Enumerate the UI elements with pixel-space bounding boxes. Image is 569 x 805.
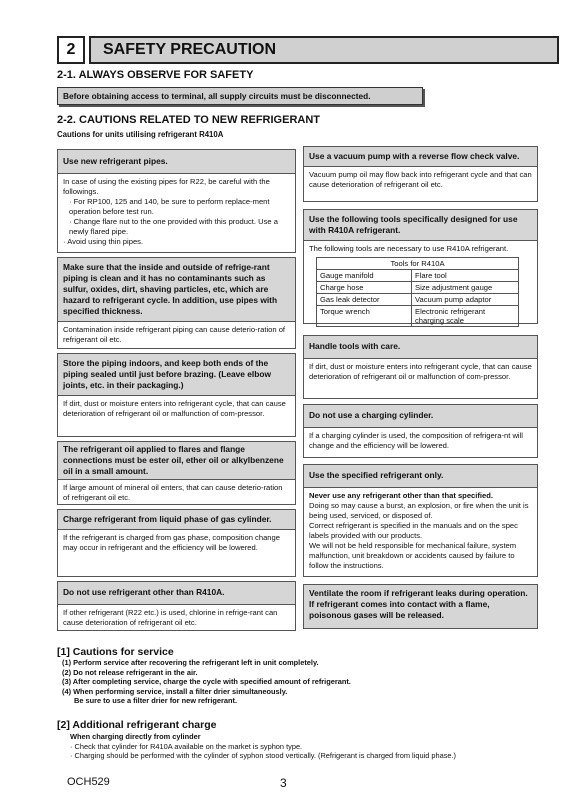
list-item: (2) Do not release refrigerant in the air. [62,667,198,677]
box-title: Use the following tools specifically designed for use with R410A refrigerant. [304,210,537,241]
box-charging-cylinder [303,404,538,458]
box-body: If large amount of mineral oil enters, that can cause deterio-ration of refrigerant oil etc. [63,483,283,502]
box-tools [303,209,538,324]
table-cell: Size adjustment gauge [412,282,519,294]
section-title: SAFETY PRECAUTION [89,36,559,64]
box-vacuum-pump [303,146,538,202]
list-item: (1) Perform service after recovering the refrigerant left in unit completely. [62,658,319,667]
box-body: Contamination inside refrigerant piping can cause deterio-ration of refrigerant oil etc. [63,325,286,344]
box-title: Use the specified refrigerant only. [304,465,537,488]
table-cell: Gauge manifold [317,270,412,282]
box-title: Handle tools with care. [304,336,537,359]
charge-heading: [2] Additional refrigerant charge [57,719,217,731]
box-title: Charge refrigerant from liquid phase of gas cylinder. [58,510,295,530]
box-body: If other refrigerant (R22 etc.) is used, chlorine in refrige-rant can cause deterioration of refrigerant oil etc. [63,608,278,627]
notice-bar: Before obtaining access to terminal, all supply circuits must be disconnected. [57,87,423,105]
doc-code: OCH529 [67,776,110,788]
box-line: · For RP100, 125 and 140, be sure to perform replace-ment operation before test run. [69,197,270,216]
subheading: Cautions for units utilising refrigerant R410A [57,130,224,139]
tools-table [316,257,519,327]
section-number: 2 [57,36,85,64]
list-item: (3) After completing service, charge the cycle with specified amount of refrigerant. [62,677,351,687]
charge-list [70,732,540,761]
box-ventilate [303,584,538,629]
table-cell: Torque wrench [317,306,412,327]
table-row [317,282,519,294]
box-body: Vacuum pump oil may flow back into refrigerant cycle and that can cause deterioration of refrigerant oil etc. [309,170,532,189]
table-row [317,270,519,282]
table-cell: Charge hose [317,282,412,294]
box-body: If the refrigerant is charged from gas phase, composition change may occur in refrigerant and the efficiency will be lowered. [63,533,280,552]
service-list [62,658,542,706]
table-cell: Vacuum pump adaptor [412,294,519,306]
service-heading: [1] Cautions for service [57,646,174,658]
box-title: Use a vacuum pump with a reverse flow check valve. [304,147,537,167]
list-item: · Charging should be performed with the cylinder of syphon stood vertically. (Refrigerant is charged from liquid phase.) [70,751,457,761]
box-line: Doing so may cause a burst, an explosion, or fire when the unit is being used, serviced, or disposed of. [309,501,529,520]
box-specified-refrigerant [303,464,538,577]
box-title: Do not use refrigerant other than R410A. [58,582,295,605]
box-liquid-phase [57,509,296,577]
page-number: 3 [280,776,287,790]
charge-sub: When charging directly from cylinder [70,732,201,741]
box-line: · Change flare nut to the one provided with this product. Use a newly flared pipe. [69,217,278,236]
list-item: · Check that cylinder for R410A available on the market is syphon type. [70,741,303,751]
box-clean-piping [57,257,296,349]
box-line: We will not be held responsible for mechanical failure, system malfunction, unit breakdown or accidents caused by failure to follow the instructions. [309,541,517,570]
box-new-pipes [57,149,296,253]
box-title: The refrigerant oil applied to flares and flange connections must be ester oil, ether oil or alkylbenzene oil in a small amount. [58,442,295,480]
box-title: Make sure that the inside and outside of refrige-rant piping is clean and it has no contaminants such as sulfur, oxides, dirt, shaving particles, etc, which are hazard to refrigerant cycle. In addition, use pipes with specified thickness. [58,258,295,322]
box-store-piping [57,353,296,437]
box-body: If dirt, dust or moisture enters into refrigerant cycle, that can cause deterioration of refrigerant oil or malfunction of com-pressor. [309,362,532,381]
list-item: Be sure to use a filter drier for new refrigerant. [74,696,238,706]
table-cell: Gas leak detector [317,294,412,306]
table-cell: Flare tool [412,270,519,282]
heading-2-1: 2-1. ALWAYS OBSERVE FOR SAFETY [57,69,254,81]
box-lead: Never use any refrigerant other than that specified. [309,491,493,500]
box-title: Store the piping indoors, and keep both ends of the piping sealed until just before brazing. (Leave elbow joints, etc. in their packaging.) [58,354,295,396]
box-line: In case of using the existing pipes for R22, be careful with the followings. [63,177,270,196]
box-only-r410a [57,581,296,631]
box-handle-tools [303,335,538,399]
box-refrigerant-oil [57,441,296,505]
box-title: Ventilate the room if refrigerant leaks during operation. If refrigerant comes into contact with a flame, poisonous gases will be released. [304,585,537,624]
box-title: Do not use a charging cylinder. [304,405,537,428]
table-cell: Electronic refrigerant charging scale [412,306,519,327]
table-caption: Tools for R410A [317,258,519,270]
table-row [317,294,519,306]
box-line: Correct refrigerant is specified in the manuals and on the spec labels provided with our products. [309,521,518,540]
table-row [317,306,519,327]
box-line: · Avoid using thin pipes. [63,237,144,246]
list-item: (4) When performing service, install a filter drier simultaneously. [62,686,288,696]
box-title: Use new refrigerant pipes. [58,150,295,174]
box-body: The following tools are necessary to use R410A refrigerant. [309,244,509,253]
box-body: If a charging cylinder is used, the composition of refrigera-nt will change and the efficiency will be lowered. [309,431,523,450]
box-body: If dirt, dust or moisture enters into refrigerant cycle, that can cause deterioration of refrigerant oil or malfunction of com-pressor. [63,399,286,418]
heading-2-2: 2-2. CAUTIONS RELATED TO NEW REFRIGERANT [57,114,320,126]
